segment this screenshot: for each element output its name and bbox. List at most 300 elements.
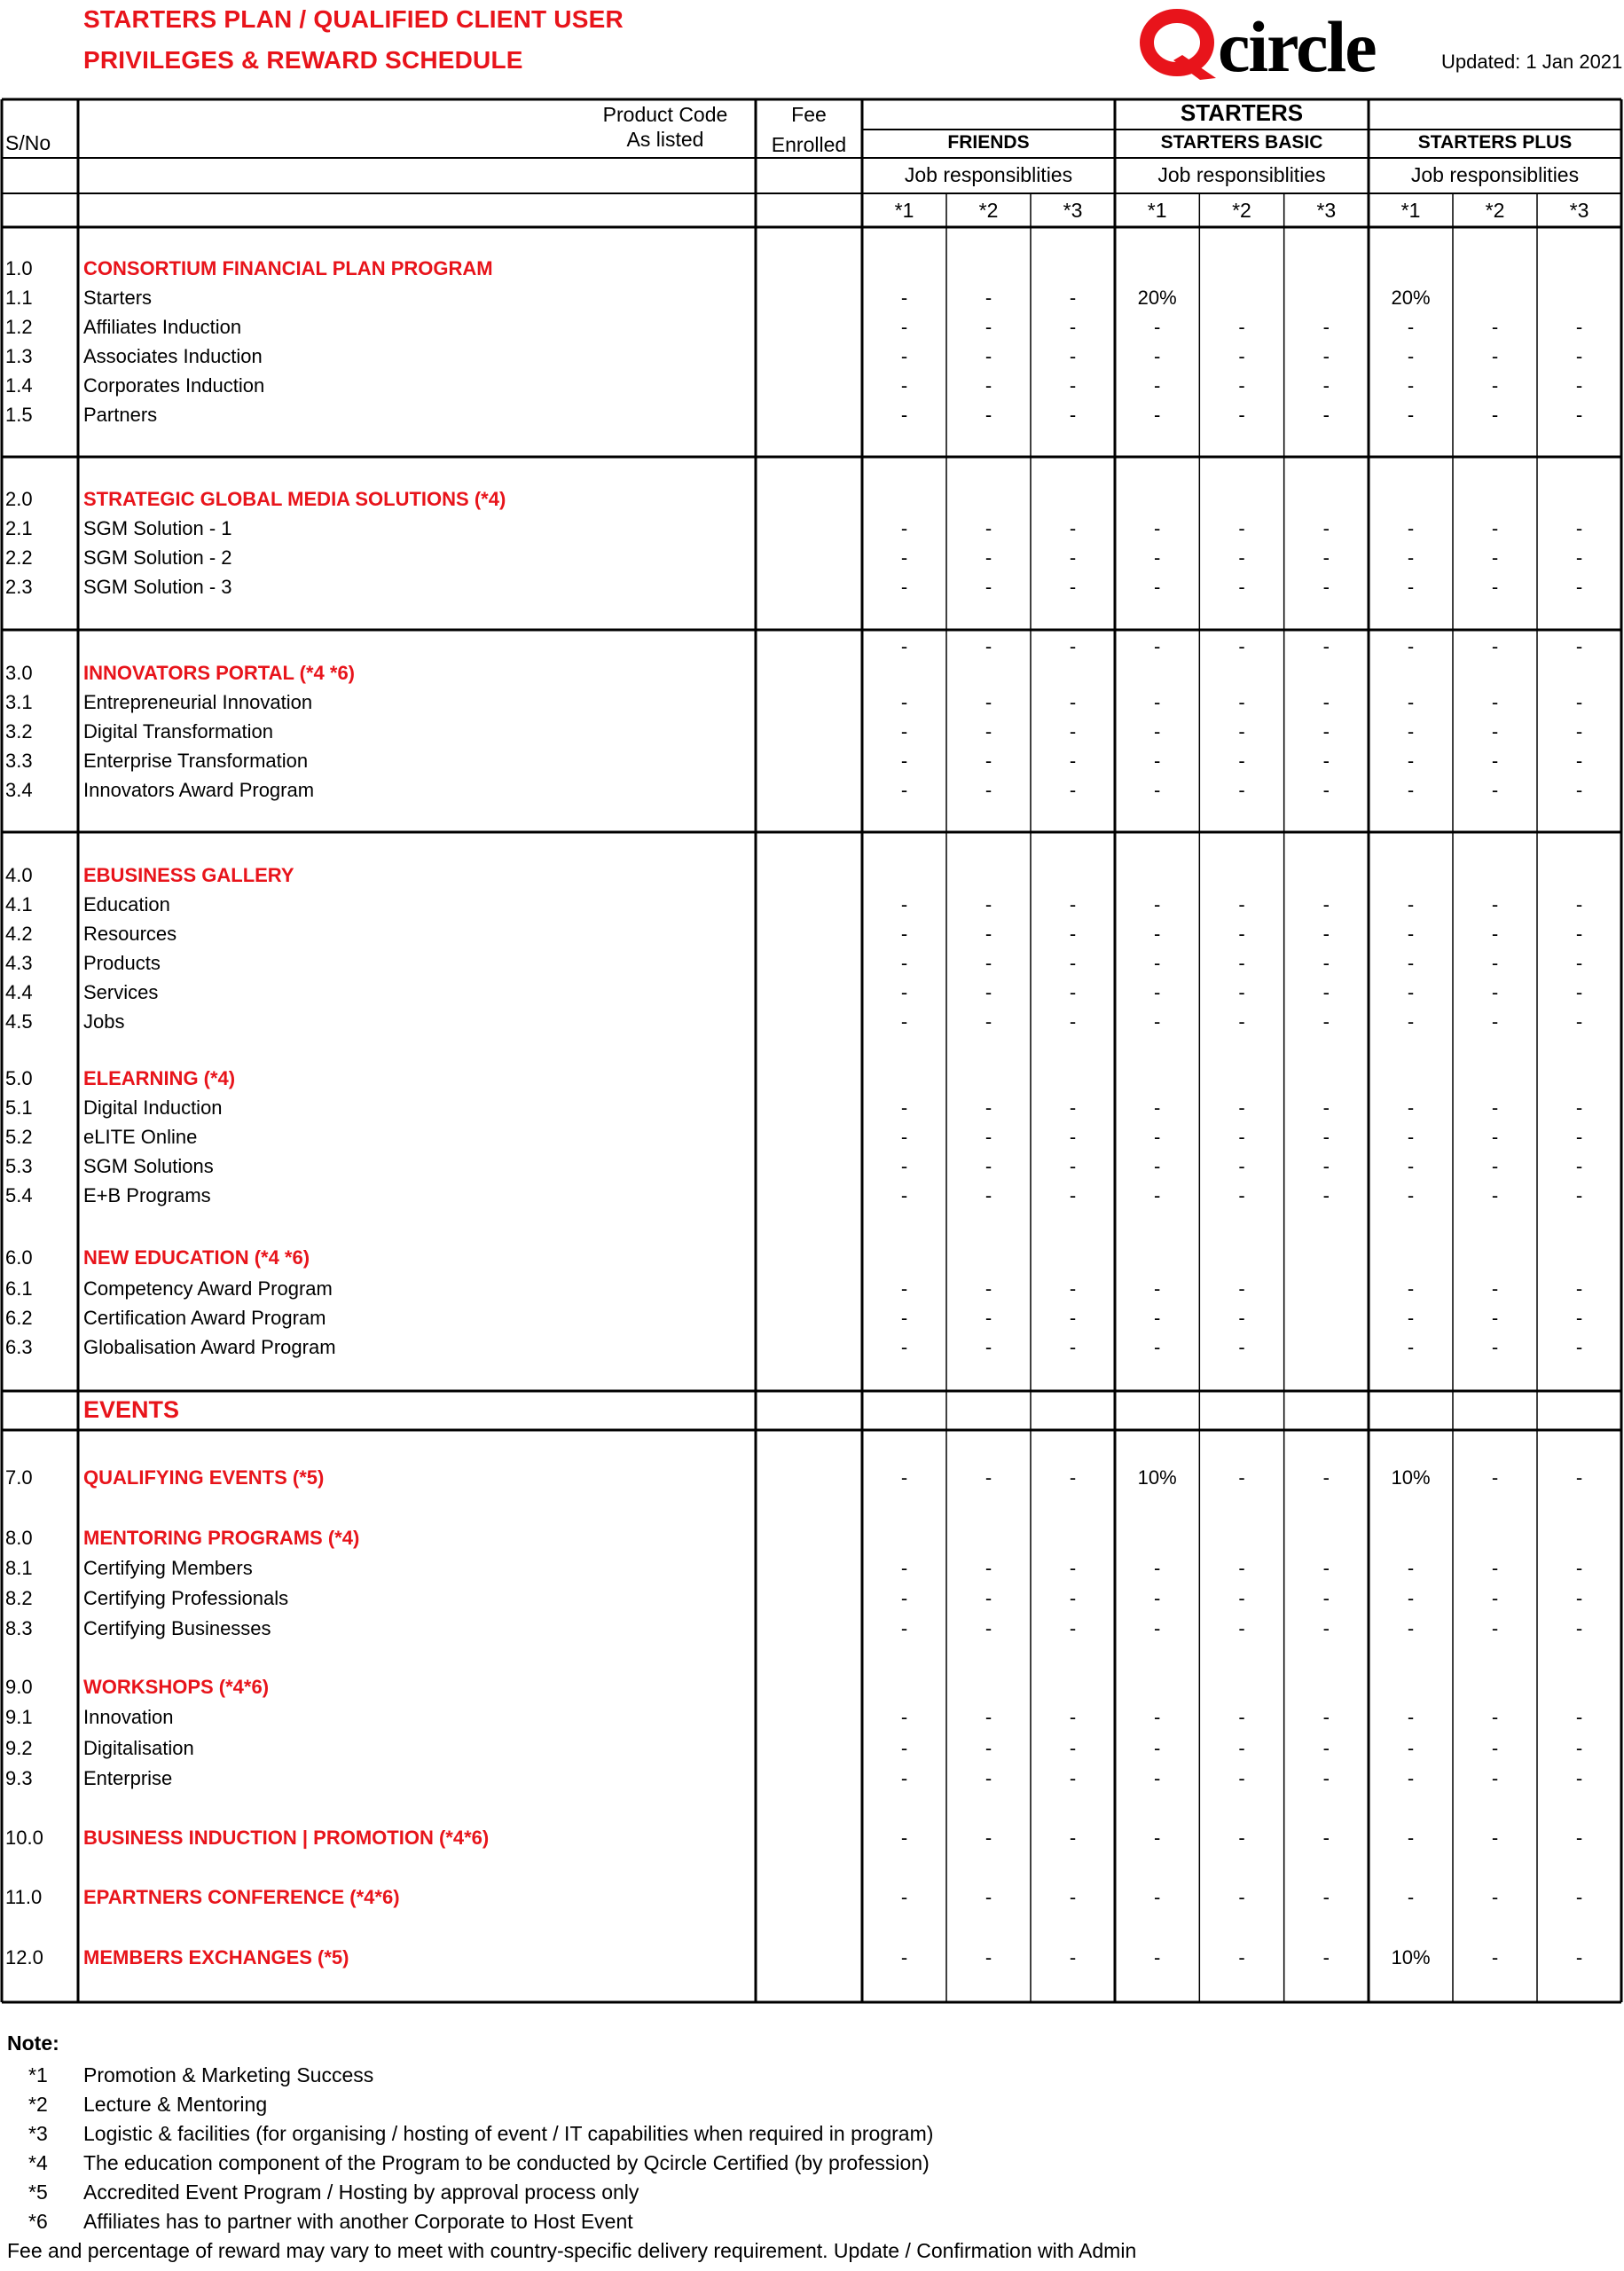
value-cell: - (1575, 1827, 1583, 1849)
value-cell: - (985, 923, 992, 945)
value-cell: - (1154, 1737, 1161, 1759)
value-cell: - (1069, 404, 1077, 426)
value-cell: - (1238, 546, 1245, 569)
row-sno: 2.1 (5, 517, 33, 539)
value-cell: - (1575, 750, 1583, 772)
value-cell: - (1407, 1827, 1415, 1849)
value-cell: - (1154, 635, 1161, 657)
value-cell: - (985, 1184, 992, 1206)
value-cell: - (1069, 1886, 1077, 1908)
row-sno: 4.1 (5, 893, 33, 915)
value-cell: - (1322, 1767, 1330, 1789)
value-cell: - (900, 1587, 908, 1609)
value-cell: - (1238, 316, 1245, 338)
value-cell: - (1154, 691, 1161, 713)
row-label: Education (83, 893, 170, 915)
col-key-header: *3 (1063, 199, 1083, 222)
value-cell: - (1575, 1277, 1583, 1300)
value-cell: - (985, 1737, 992, 1759)
row-sno: 3.0 (5, 662, 33, 684)
value-cell: - (900, 1827, 908, 1849)
col-key-header: *2 (978, 199, 999, 222)
row-label: Innovation (83, 1706, 174, 1728)
value-cell: - (1322, 750, 1330, 772)
value-cell: - (1575, 374, 1583, 397)
value-cell: - (1069, 1587, 1077, 1609)
value-cell: - (900, 517, 908, 539)
value-cell: - (1575, 576, 1583, 598)
value-cell: - (1575, 404, 1583, 426)
row-sno: 8.0 (5, 1527, 33, 1549)
value-cell: - (985, 1767, 992, 1789)
value-cell: - (1322, 1737, 1330, 1759)
header-fee-2: Enrolled (771, 133, 847, 156)
value-cell: - (900, 1096, 908, 1119)
value-cell: - (985, 1096, 992, 1119)
value-cell: - (1154, 1126, 1161, 1148)
value-cell: - (1154, 1277, 1161, 1300)
value-cell: - (1407, 750, 1415, 772)
value-cell: - (1238, 893, 1245, 915)
value-cell: - (1069, 1466, 1077, 1489)
value-cell: - (1491, 1010, 1499, 1033)
value-cell: - (985, 1466, 992, 1489)
notes-heading: Note: (7, 2031, 59, 2055)
value-cell: - (1575, 1737, 1583, 1759)
value-cell: - (1069, 546, 1077, 569)
row-label: eLITE Online (83, 1126, 198, 1148)
value-cell: - (1322, 1946, 1330, 1968)
value-cell: - (1069, 1277, 1077, 1300)
value-cell: - (1154, 893, 1161, 915)
row-sno: 8.1 (5, 1557, 33, 1579)
value-cell: - (1491, 404, 1499, 426)
value-cell: - (1069, 779, 1077, 801)
value-cell: - (985, 1277, 992, 1300)
row-sno: 1.3 (5, 345, 33, 367)
section-title: MENTORING PROGRAMS (*4) (83, 1527, 360, 1549)
value-cell: - (1238, 952, 1245, 974)
tier-header: STARTERS PLUS (1417, 132, 1573, 153)
value-cell: - (1154, 720, 1161, 743)
value-cell: - (1491, 316, 1499, 338)
value-cell: - (1154, 981, 1161, 1003)
row-sno: 4.0 (5, 864, 33, 886)
value-cell: - (1069, 1737, 1077, 1759)
value-cell: - (1407, 981, 1415, 1003)
value-cell: - (1407, 517, 1415, 539)
value-cell: - (1491, 779, 1499, 801)
header-sno: S/No (5, 131, 51, 154)
row-sno: 6.2 (5, 1307, 33, 1329)
value-cell: - (1322, 1706, 1330, 1728)
value-cell: - (1069, 1126, 1077, 1148)
value-cell: - (1238, 404, 1245, 426)
value-cell: - (900, 635, 908, 657)
value-cell: - (1407, 1277, 1415, 1300)
section-title: MEMBERS EXCHANGES (*5) (83, 1946, 349, 1968)
value-cell: - (1069, 981, 1077, 1003)
row-sno: 11.0 (5, 1886, 43, 1908)
value-cell: 20% (1391, 287, 1431, 309)
row-sno: 5.1 (5, 1096, 33, 1119)
value-cell: - (1238, 1886, 1245, 1908)
value-cell: - (1575, 952, 1583, 974)
value-cell: - (1154, 404, 1161, 426)
value-cell: - (1154, 952, 1161, 974)
row-sno: 1.2 (5, 316, 33, 338)
note-key: *1 (28, 2063, 48, 2086)
row-label: Globalisation Award Program (83, 1336, 336, 1358)
section-title: NEW EDUCATION (*4 *6) (83, 1246, 310, 1269)
row-sno: 8.3 (5, 1617, 33, 1639)
value-cell: - (1154, 1706, 1161, 1728)
value-cell: - (1238, 750, 1245, 772)
value-cell: - (1238, 981, 1245, 1003)
value-cell: - (900, 1886, 908, 1908)
value-cell: - (1154, 1557, 1161, 1579)
value-cell: - (1407, 1096, 1415, 1119)
value-cell: - (1238, 1184, 1245, 1206)
value-cell: - (1322, 316, 1330, 338)
value-cell: 20% (1137, 287, 1177, 309)
value-cell: - (985, 779, 992, 801)
note-text: Affiliates has to partner with another Corporate to Host Event (83, 2210, 633, 2233)
value-cell: - (1575, 1307, 1583, 1329)
value-cell: - (1069, 923, 1077, 945)
value-cell: - (1154, 1096, 1161, 1119)
value-cell: - (1069, 316, 1077, 338)
value-cell: - (1407, 691, 1415, 713)
row-label: Digitalisation (83, 1737, 194, 1759)
value-cell: - (985, 374, 992, 397)
value-cell: - (1238, 1617, 1245, 1639)
value-cell: - (1238, 1706, 1245, 1728)
row-label: Certifying Businesses (83, 1617, 271, 1639)
value-cell: - (1154, 1155, 1161, 1177)
row-label: Services (83, 981, 159, 1003)
value-cell: - (1238, 1155, 1245, 1177)
value-cell: - (1322, 1010, 1330, 1033)
value-cell: - (985, 1827, 992, 1849)
row-sno: 5.3 (5, 1155, 33, 1177)
page-title: STARTERS PLAN / QUALIFIED CLIENT USER (83, 5, 624, 33)
value-cell: - (1491, 345, 1499, 367)
value-cell: - (900, 1557, 908, 1579)
footer-note: Fee and percentage of reward may vary to meet with country-specific delivery requirement. Update / Confirmation with Admin (7, 2239, 1137, 2262)
value-cell: - (1407, 1557, 1415, 1579)
value-cell: - (1154, 1184, 1161, 1206)
value-cell: - (1238, 923, 1245, 945)
row-sno: 4.2 (5, 923, 33, 945)
value-cell: - (1322, 404, 1330, 426)
row-label: Products (83, 952, 161, 974)
row-sno: 6.1 (5, 1277, 33, 1300)
value-cell: - (1238, 1466, 1245, 1489)
value-cell: - (1491, 981, 1499, 1003)
col-key-header: *3 (1316, 199, 1337, 222)
value-cell: - (1238, 517, 1245, 539)
row-sno: 3.3 (5, 750, 33, 772)
value-cell: - (1491, 1307, 1499, 1329)
value-cell: - (1322, 1155, 1330, 1177)
value-cell: - (900, 287, 908, 309)
value-cell: - (1154, 779, 1161, 801)
header-fee-1: Fee (791, 103, 827, 126)
value-cell: - (1575, 517, 1583, 539)
value-cell: - (1238, 1096, 1245, 1119)
value-cell: - (1238, 1827, 1245, 1849)
value-cell: - (985, 1010, 992, 1033)
value-cell: - (1491, 1155, 1499, 1177)
value-cell: - (1322, 1096, 1330, 1119)
value-cell: - (985, 893, 992, 915)
value-cell: - (1491, 576, 1499, 598)
row-sno: 5.0 (5, 1067, 33, 1089)
row-label: Competency Award Program (83, 1277, 333, 1300)
note-key: *5 (28, 2181, 48, 2204)
value-cell: - (1154, 1767, 1161, 1789)
row-sno: 12.0 (5, 1946, 43, 1968)
row-sno: 8.2 (5, 1587, 33, 1609)
value-cell: - (1154, 374, 1161, 397)
value-cell: - (1069, 750, 1077, 772)
value-cell: - (900, 404, 908, 426)
value-cell: - (1154, 546, 1161, 569)
row-sno: 1.1 (5, 287, 33, 309)
value-cell: - (1069, 1827, 1077, 1849)
value-cell: - (985, 750, 992, 772)
row-label: Resources (83, 923, 177, 945)
value-cell: - (1154, 1307, 1161, 1329)
value-cell: - (1069, 1946, 1077, 1968)
value-cell: - (985, 1126, 992, 1148)
value-cell: - (1154, 1827, 1161, 1849)
value-cell: - (985, 952, 992, 974)
row-label: SGM Solution - 2 (83, 546, 232, 569)
value-cell: - (1069, 374, 1077, 397)
value-cell: - (1575, 1466, 1583, 1489)
value-cell: - (1407, 893, 1415, 915)
value-cell: - (1322, 374, 1330, 397)
row-sno: 3.1 (5, 691, 33, 713)
value-cell: - (1238, 576, 1245, 598)
value-cell: - (1154, 1946, 1161, 1968)
value-cell: - (900, 1126, 908, 1148)
value-cell: - (1322, 546, 1330, 569)
value-cell: - (1407, 1737, 1415, 1759)
value-cell: - (1575, 923, 1583, 945)
value-cell: - (1154, 1617, 1161, 1639)
value-cell: - (1238, 1946, 1245, 1968)
value-cell: - (1154, 1886, 1161, 1908)
value-cell: - (1322, 779, 1330, 801)
value-cell: - (1407, 923, 1415, 945)
value-cell: - (900, 1767, 908, 1789)
value-cell: - (1491, 1737, 1499, 1759)
row-label: Partners (83, 404, 158, 426)
row-sno: 1.5 (5, 404, 33, 426)
value-cell: - (900, 546, 908, 569)
value-cell: - (1069, 287, 1077, 309)
value-cell: - (1238, 1277, 1245, 1300)
value-cell: - (900, 750, 908, 772)
value-cell: - (1238, 1587, 1245, 1609)
value-cell: - (900, 1946, 908, 1968)
note-key: *6 (28, 2210, 48, 2233)
section-title: EBUSINESS GALLERY (83, 864, 294, 886)
value-cell: - (985, 517, 992, 539)
value-cell: - (1575, 1557, 1583, 1579)
job-resp-header: Job responsiblities (904, 163, 1073, 186)
row-label: Certification Award Program (83, 1307, 326, 1329)
value-cell: - (1575, 691, 1583, 713)
value-cell: - (1069, 1336, 1077, 1358)
value-cell: - (1575, 1010, 1583, 1033)
value-cell: - (1322, 981, 1330, 1003)
value-cell: - (1322, 517, 1330, 539)
value-cell: - (1069, 576, 1077, 598)
col-key-header: *2 (1232, 199, 1251, 222)
row-label: Certifying Members (83, 1557, 253, 1579)
value-cell: - (1407, 1706, 1415, 1728)
value-cell: - (1154, 345, 1161, 367)
row-sno: 5.4 (5, 1184, 33, 1206)
value-cell: - (1491, 1617, 1499, 1639)
value-cell: - (1407, 1307, 1415, 1329)
value-cell: - (985, 981, 992, 1003)
value-cell: - (900, 1155, 908, 1177)
note-key: *2 (28, 2093, 48, 2116)
value-cell: - (900, 345, 908, 367)
value-cell: - (1322, 893, 1330, 915)
value-cell: - (985, 1557, 992, 1579)
value-cell: - (1238, 345, 1245, 367)
value-cell: - (1069, 691, 1077, 713)
value-cell: 10% (1391, 1946, 1431, 1968)
row-label: Certifying Professionals (83, 1587, 289, 1609)
value-cell: - (1575, 635, 1583, 657)
value-cell: - (1491, 952, 1499, 974)
value-cell: - (1491, 1557, 1499, 1579)
value-cell: - (900, 779, 908, 801)
value-cell: - (1491, 1886, 1499, 1908)
row-label: Digital Induction (83, 1096, 223, 1119)
value-cell: - (1069, 1767, 1077, 1789)
value-cell: - (900, 576, 908, 598)
value-cell: - (985, 1706, 992, 1728)
value-cell: - (900, 720, 908, 743)
value-cell: - (1154, 517, 1161, 539)
row-label: Enterprise Transformation (83, 750, 309, 772)
value-cell: - (1491, 1126, 1499, 1148)
value-cell: - (1322, 952, 1330, 974)
section-title: CONSORTIUM FINANCIAL PLAN PROGRAM (83, 257, 493, 279)
value-cell: - (1322, 1466, 1330, 1489)
value-cell: - (900, 316, 908, 338)
value-cell: - (1407, 1010, 1415, 1033)
header-product-code-2: As listed (626, 128, 704, 151)
row-label: Affiliates Induction (83, 316, 242, 338)
value-cell: - (1491, 893, 1499, 915)
row-label: Innovators Award Program (83, 779, 315, 801)
value-cell: - (1069, 345, 1077, 367)
value-cell: - (1575, 1886, 1583, 1908)
row-label: Digital Transformation (83, 720, 273, 743)
row-sno: 5.2 (5, 1126, 33, 1148)
section-title: QUALIFYING EVENTS (*5) (83, 1466, 325, 1489)
value-cell: - (1069, 517, 1077, 539)
value-cell: - (1322, 345, 1330, 367)
value-cell: - (1154, 316, 1161, 338)
value-cell: - (1238, 374, 1245, 397)
section-title: WORKSHOPS (*4*6) (83, 1676, 270, 1698)
row-label: SGM Solutions (83, 1155, 214, 1177)
col-key-header: *1 (1147, 199, 1167, 222)
value-cell: - (1407, 952, 1415, 974)
value-cell: - (1407, 1126, 1415, 1148)
section-title: INNOVATORS PORTAL (*4 *6) (83, 662, 356, 684)
col-key-header: *1 (894, 199, 914, 222)
value-cell: - (1238, 1010, 1245, 1033)
tier-header: STARTERS BASIC (1160, 132, 1323, 153)
value-cell: - (1322, 576, 1330, 598)
value-cell: - (1575, 1946, 1583, 1968)
value-cell: - (1238, 1737, 1245, 1759)
section-title: EPARTNERS CONFERENCE (*4*6) (83, 1886, 400, 1908)
value-cell: - (1407, 316, 1415, 338)
value-cell: - (1069, 1617, 1077, 1639)
value-cell: - (1407, 1767, 1415, 1789)
value-cell: - (1491, 923, 1499, 945)
row-label: Associates Induction (83, 345, 263, 367)
row-sno: 1.0 (5, 257, 33, 279)
value-cell: - (900, 923, 908, 945)
updated-date: Updated: 1 Jan 2021 (1441, 51, 1623, 73)
value-cell: - (1407, 345, 1415, 367)
value-cell: - (1575, 1126, 1583, 1148)
value-cell: - (1322, 1587, 1330, 1609)
value-cell: - (1322, 1886, 1330, 1908)
value-cell: - (900, 1010, 908, 1033)
value-cell: - (985, 1307, 992, 1329)
value-cell: - (1491, 1466, 1499, 1489)
note-text: Lecture & Mentoring (83, 2093, 268, 2116)
row-sno: 4.5 (5, 1010, 33, 1033)
col-key-header: *2 (1485, 199, 1505, 222)
value-cell: - (1407, 1587, 1415, 1609)
value-cell: - (1238, 720, 1245, 743)
value-cell: - (1322, 1184, 1330, 1206)
value-cell: - (985, 345, 992, 367)
value-cell: - (1575, 1706, 1583, 1728)
value-cell: - (900, 691, 908, 713)
value-cell: - (1069, 1307, 1077, 1329)
row-sno: 3.2 (5, 720, 33, 743)
row-sno: 2.2 (5, 546, 33, 569)
value-cell: - (1407, 635, 1415, 657)
value-cell: - (985, 691, 992, 713)
value-cell: - (985, 1886, 992, 1908)
value-cell: 10% (1391, 1466, 1431, 1489)
row-sno: 1.4 (5, 374, 33, 397)
value-cell: - (1069, 1155, 1077, 1177)
value-cell: - (985, 635, 992, 657)
value-cell: - (985, 287, 992, 309)
value-cell: - (1238, 635, 1245, 657)
value-cell: - (1069, 1096, 1077, 1119)
value-cell: - (1491, 546, 1499, 569)
